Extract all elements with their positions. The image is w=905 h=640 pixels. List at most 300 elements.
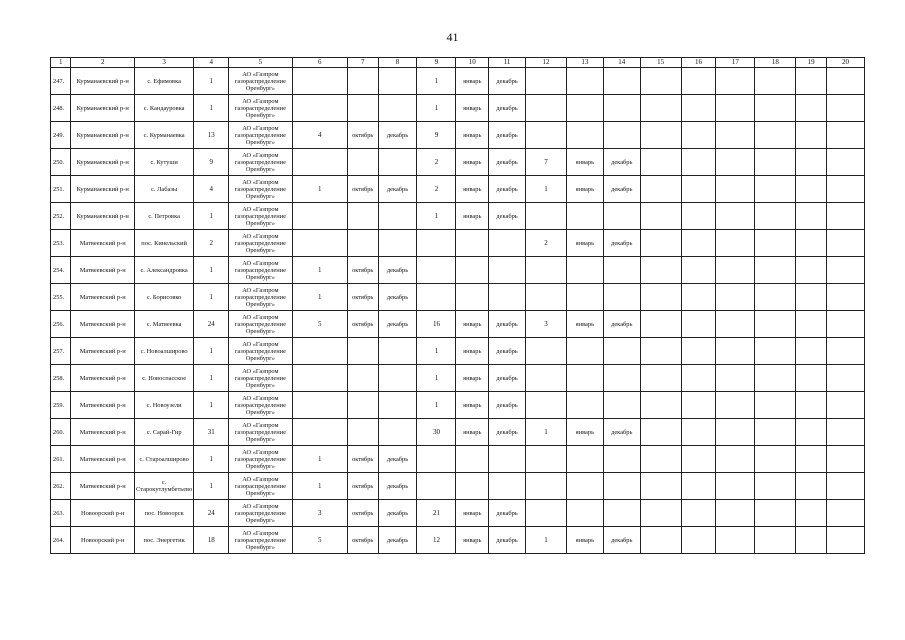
- cell-col-17: [716, 446, 755, 473]
- cell-settlement: пос. Энергетик: [134, 527, 193, 554]
- cell-col-16: [681, 419, 716, 446]
- table-row: [51, 392, 865, 419]
- cell-row-number: 248.: [51, 95, 71, 122]
- cell-settlement: с. Новоузели: [134, 392, 193, 419]
- cell-end-month-c: [603, 95, 640, 122]
- cell-start-month-b: [456, 257, 489, 284]
- cell-col-16: [681, 311, 716, 338]
- cell-count-c: [526, 473, 567, 500]
- cell-end-month-a: [378, 149, 417, 176]
- cell-start-month-b: январь: [456, 500, 489, 527]
- cell-col-18: [755, 527, 796, 554]
- cell-total-count: 1: [194, 446, 229, 473]
- cell-start-month-a: [347, 392, 378, 419]
- cell-end-month-a: [378, 338, 417, 365]
- cell-settlement: с. Борисовко: [134, 284, 193, 311]
- cell-start-month-a: [347, 230, 378, 257]
- cell-start-month-c: [566, 338, 603, 365]
- column-header-10: 10: [456, 58, 489, 68]
- cell-district: Курманаевский р-н: [71, 203, 134, 230]
- cell-settlement: с. Петровка: [134, 203, 193, 230]
- cell-start-month-c: [566, 500, 603, 527]
- cell-col-18: [755, 500, 796, 527]
- table-row: [51, 122, 865, 149]
- cell-col-18: [755, 68, 796, 95]
- column-header-14: 14: [603, 58, 640, 68]
- cell-start-month-b: январь: [456, 95, 489, 122]
- column-header-9: 9: [417, 58, 456, 68]
- cell-start-month-a: [347, 149, 378, 176]
- cell-total-count: 4: [194, 176, 229, 203]
- cell-start-month-a: [347, 365, 378, 392]
- cell-col-16: [681, 500, 716, 527]
- cell-count-b: 30: [417, 419, 456, 446]
- cell-start-month-b: январь: [456, 176, 489, 203]
- cell-col-18: [755, 176, 796, 203]
- cell-col-17: [716, 527, 755, 554]
- cell-end-month-a: [378, 68, 417, 95]
- cell-start-month-c: [566, 257, 603, 284]
- cell-col-18: [755, 365, 796, 392]
- column-header-1: 1: [51, 58, 71, 68]
- cell-count-a: 1: [292, 176, 347, 203]
- cell-col-17: [716, 311, 755, 338]
- cell-start-month-c: [566, 68, 603, 95]
- cell-row-number: 249.: [51, 122, 71, 149]
- cell-col-20: [827, 392, 865, 419]
- cell-col-19: [796, 257, 827, 284]
- cell-organization: АО «Газпром газораспределение Оренбург»: [229, 392, 292, 419]
- cell-count-c: [526, 338, 567, 365]
- cell-organization: АО «Газпром газораспределение Оренбург»: [229, 203, 292, 230]
- cell-col-15: [640, 176, 681, 203]
- cell-col-16: [681, 230, 716, 257]
- cell-count-c: [526, 257, 567, 284]
- cell-end-month-b: декабрь: [489, 500, 526, 527]
- cell-end-month-c: [603, 500, 640, 527]
- cell-col-16: [681, 203, 716, 230]
- cell-col-16: [681, 338, 716, 365]
- cell-col-20: [827, 500, 865, 527]
- cell-col-19: [796, 230, 827, 257]
- cell-col-17: [716, 500, 755, 527]
- cell-col-19: [796, 284, 827, 311]
- table-row: [51, 338, 865, 365]
- cell-end-month-b: декабрь: [489, 419, 526, 446]
- cell-col-15: [640, 446, 681, 473]
- cell-count-a: [292, 68, 347, 95]
- cell-count-a: [292, 419, 347, 446]
- cell-organization: АО «Газпром газораспределение Оренбург»: [229, 284, 292, 311]
- cell-col-18: [755, 149, 796, 176]
- cell-col-19: [796, 392, 827, 419]
- cell-count-b: 2: [417, 149, 456, 176]
- cell-col-17: [716, 365, 755, 392]
- cell-col-15: [640, 311, 681, 338]
- cell-district: Матвеевский р-н: [71, 338, 134, 365]
- cell-settlement: с. Матвеевка: [134, 311, 193, 338]
- cell-col-15: [640, 473, 681, 500]
- cell-total-count: 31: [194, 419, 229, 446]
- cell-start-month-c: [566, 446, 603, 473]
- cell-col-17: [716, 257, 755, 284]
- cell-district: Курманаевский р-н: [71, 149, 134, 176]
- cell-row-number: 259.: [51, 392, 71, 419]
- table-header-row: [51, 58, 865, 68]
- cell-start-month-b: январь: [456, 419, 489, 446]
- cell-organization: АО «Газпром газораспределение Оренбург»: [229, 527, 292, 554]
- cell-start-month-a: октябрь: [347, 284, 378, 311]
- cell-count-c: [526, 95, 567, 122]
- cell-col-15: [640, 257, 681, 284]
- column-header-17: 17: [716, 58, 755, 68]
- cell-col-19: [796, 419, 827, 446]
- cell-col-15: [640, 122, 681, 149]
- cell-col-15: [640, 95, 681, 122]
- cell-end-month-c: [603, 257, 640, 284]
- cell-col-20: [827, 311, 865, 338]
- cell-count-b: 21: [417, 500, 456, 527]
- table-row: [51, 230, 865, 257]
- cell-settlement: пос. Новоорск: [134, 500, 193, 527]
- cell-end-month-c: [603, 284, 640, 311]
- column-header-3: 3: [134, 58, 193, 68]
- cell-row-number: 253.: [51, 230, 71, 257]
- column-header-4: 4: [194, 58, 229, 68]
- cell-organization: АО «Газпром газораспределение Оренбург»: [229, 446, 292, 473]
- cell-row-number: 255.: [51, 284, 71, 311]
- cell-total-count: 1: [194, 284, 229, 311]
- cell-district: Курманаевский р-н: [71, 95, 134, 122]
- cell-end-month-c: декабрь: [603, 311, 640, 338]
- cell-count-a: 3: [292, 500, 347, 527]
- cell-count-b: 1: [417, 203, 456, 230]
- cell-col-20: [827, 176, 865, 203]
- column-header-20: 20: [827, 58, 865, 68]
- cell-district: Курманаевский р-н: [71, 68, 134, 95]
- cell-settlement: с. Курманаевка: [134, 122, 193, 149]
- cell-district: Матвеевский р-н: [71, 257, 134, 284]
- cell-settlement: с. Ефимовка: [134, 68, 193, 95]
- cell-col-18: [755, 311, 796, 338]
- cell-col-17: [716, 284, 755, 311]
- cell-col-19: [796, 311, 827, 338]
- cell-start-month-c: январь: [566, 149, 603, 176]
- cell-count-c: 1: [526, 419, 567, 446]
- cell-col-16: [681, 176, 716, 203]
- cell-start-month-c: [566, 95, 603, 122]
- cell-col-16: [681, 446, 716, 473]
- cell-row-number: 264.: [51, 527, 71, 554]
- cell-start-month-b: январь: [456, 68, 489, 95]
- cell-col-18: [755, 284, 796, 311]
- column-header-13: 13: [566, 58, 603, 68]
- cell-total-count: 1: [194, 392, 229, 419]
- cell-organization: АО «Газпром газораспределение Оренбург»: [229, 338, 292, 365]
- cell-count-a: [292, 338, 347, 365]
- cell-col-15: [640, 149, 681, 176]
- cell-organization: АО «Газпром газораспределение Оренбург»: [229, 473, 292, 500]
- cell-district: Матвеевский р-н: [71, 419, 134, 446]
- column-header-11: 11: [489, 58, 526, 68]
- cell-start-month-c: [566, 473, 603, 500]
- cell-col-15: [640, 500, 681, 527]
- cell-col-20: [827, 338, 865, 365]
- cell-start-month-a: октябрь: [347, 500, 378, 527]
- cell-district: Матвеевский р-н: [71, 284, 134, 311]
- cell-end-month-b: [489, 473, 526, 500]
- cell-count-b: 12: [417, 527, 456, 554]
- cell-count-a: 1: [292, 473, 347, 500]
- cell-settlement: с. Кутуши: [134, 149, 193, 176]
- cell-end-month-b: декабрь: [489, 122, 526, 149]
- cell-end-month-a: [378, 392, 417, 419]
- cell-col-19: [796, 149, 827, 176]
- cell-col-20: [827, 284, 865, 311]
- cell-start-month-b: январь: [456, 527, 489, 554]
- cell-settlement: с. Новоспасское: [134, 365, 193, 392]
- cell-row-number: 254.: [51, 257, 71, 284]
- cell-row-number: 247.: [51, 68, 71, 95]
- cell-end-month-a: [378, 95, 417, 122]
- cell-total-count: 1: [194, 338, 229, 365]
- cell-col-20: [827, 230, 865, 257]
- cell-start-month-b: январь: [456, 122, 489, 149]
- cell-col-18: [755, 419, 796, 446]
- cell-settlement: пос. Кинельский: [134, 230, 193, 257]
- table-row: [51, 203, 865, 230]
- cell-col-15: [640, 419, 681, 446]
- cell-end-month-a: [378, 365, 417, 392]
- cell-count-a: 1: [292, 284, 347, 311]
- cell-col-19: [796, 338, 827, 365]
- cell-count-c: 3: [526, 311, 567, 338]
- cell-end-month-a: декабрь: [378, 527, 417, 554]
- cell-end-month-a: декабрь: [378, 473, 417, 500]
- cell-end-month-c: декабрь: [603, 419, 640, 446]
- cell-organization: АО «Газпром газораспределение Оренбург»: [229, 95, 292, 122]
- cell-count-a: 4: [292, 122, 347, 149]
- cell-count-b: 1: [417, 68, 456, 95]
- cell-start-month-b: январь: [456, 392, 489, 419]
- cell-col-18: [755, 473, 796, 500]
- cell-col-20: [827, 68, 865, 95]
- cell-end-month-c: [603, 392, 640, 419]
- cell-district: Новоорский р-н: [71, 500, 134, 527]
- cell-end-month-a: [378, 203, 417, 230]
- cell-start-month-b: январь: [456, 203, 489, 230]
- cell-end-month-b: декабрь: [489, 68, 526, 95]
- table-row: [51, 68, 865, 95]
- cell-col-17: [716, 95, 755, 122]
- cell-count-b: [417, 230, 456, 257]
- cell-organization: АО «Газпром газораспределение Оренбург»: [229, 68, 292, 95]
- cell-start-month-b: январь: [456, 149, 489, 176]
- cell-settlement: с. Староалширово: [134, 446, 193, 473]
- cell-start-month-a: октябрь: [347, 122, 378, 149]
- cell-total-count: 1: [194, 473, 229, 500]
- cell-start-month-b: [456, 473, 489, 500]
- cell-total-count: 1: [194, 257, 229, 284]
- cell-count-c: [526, 203, 567, 230]
- cell-col-15: [640, 203, 681, 230]
- cell-row-number: 262.: [51, 473, 71, 500]
- cell-end-month-b: декабрь: [489, 392, 526, 419]
- cell-col-19: [796, 527, 827, 554]
- cell-end-month-a: декабрь: [378, 122, 417, 149]
- cell-organization: АО «Газпром газораспределение Оренбург»: [229, 122, 292, 149]
- cell-end-month-c: [603, 122, 640, 149]
- cell-start-month-a: [347, 68, 378, 95]
- cell-end-month-b: декабрь: [489, 311, 526, 338]
- table-row: [51, 284, 865, 311]
- cell-end-month-c: [603, 473, 640, 500]
- cell-count-c: [526, 68, 567, 95]
- cell-count-a: [292, 365, 347, 392]
- cell-col-19: [796, 68, 827, 95]
- cell-count-a: 1: [292, 446, 347, 473]
- cell-col-19: [796, 365, 827, 392]
- cell-count-a: [292, 149, 347, 176]
- cell-end-month-a: декабрь: [378, 257, 417, 284]
- cell-col-20: [827, 149, 865, 176]
- cell-col-17: [716, 122, 755, 149]
- cell-col-17: [716, 392, 755, 419]
- cell-col-15: [640, 230, 681, 257]
- cell-end-month-b: декабрь: [489, 527, 526, 554]
- cell-organization: АО «Газпром газораспределение Оренбург»: [229, 230, 292, 257]
- table-row: [51, 527, 865, 554]
- cell-district: Новоорский р-н: [71, 527, 134, 554]
- cell-end-month-a: декабрь: [378, 500, 417, 527]
- cell-organization: АО «Газпром газораспределение Оренбург»: [229, 365, 292, 392]
- cell-end-month-a: [378, 230, 417, 257]
- cell-col-16: [681, 473, 716, 500]
- cell-col-19: [796, 203, 827, 230]
- cell-col-18: [755, 95, 796, 122]
- cell-start-month-c: январь: [566, 527, 603, 554]
- cell-end-month-c: [603, 68, 640, 95]
- cell-col-17: [716, 176, 755, 203]
- column-header-19: 19: [796, 58, 827, 68]
- cell-total-count: 1: [194, 365, 229, 392]
- cell-col-17: [716, 68, 755, 95]
- cell-end-month-b: декабрь: [489, 95, 526, 122]
- table-row: [51, 95, 865, 122]
- cell-start-month-b: [456, 446, 489, 473]
- cell-count-c: [526, 446, 567, 473]
- table-row: [51, 257, 865, 284]
- cell-total-count: 24: [194, 500, 229, 527]
- cell-col-18: [755, 122, 796, 149]
- table-row: [51, 176, 865, 203]
- cell-organization: АО «Газпром газораспределение Оренбург»: [229, 257, 292, 284]
- table-row: [51, 419, 865, 446]
- cell-row-number: 263.: [51, 500, 71, 527]
- cell-row-number: 250.: [51, 149, 71, 176]
- cell-count-b: [417, 284, 456, 311]
- cell-district: Матвеевский р-н: [71, 365, 134, 392]
- cell-organization: АО «Газпром газораспределение Оренбург»: [229, 176, 292, 203]
- cell-col-19: [796, 446, 827, 473]
- cell-count-c: 1: [526, 527, 567, 554]
- cell-col-18: [755, 203, 796, 230]
- cell-row-number: 258.: [51, 365, 71, 392]
- cell-organization: АО «Газпром газораспределение Оренбург»: [229, 149, 292, 176]
- cell-start-month-a: [347, 203, 378, 230]
- cell-count-c: 2: [526, 230, 567, 257]
- cell-end-month-a: декабрь: [378, 311, 417, 338]
- cell-count-a: [292, 230, 347, 257]
- cell-district: Матвеевский р-н: [71, 230, 134, 257]
- cell-count-c: [526, 392, 567, 419]
- cell-col-17: [716, 230, 755, 257]
- cell-count-a: [292, 392, 347, 419]
- column-header-2: 2: [71, 58, 134, 68]
- cell-start-month-c: январь: [566, 230, 603, 257]
- cell-col-20: [827, 473, 865, 500]
- cell-row-number: 261.: [51, 446, 71, 473]
- cell-settlement: с. Александровка: [134, 257, 193, 284]
- cell-organization: АО «Газпром газораспределение Оренбург»: [229, 311, 292, 338]
- cell-count-b: 16: [417, 311, 456, 338]
- cell-total-count: 1: [194, 68, 229, 95]
- cell-count-b: 1: [417, 338, 456, 365]
- column-header-12: 12: [526, 58, 567, 68]
- cell-end-month-c: [603, 338, 640, 365]
- table-row: [51, 149, 865, 176]
- cell-start-month-a: [347, 338, 378, 365]
- column-header-7: 7: [347, 58, 378, 68]
- cell-start-month-b: [456, 230, 489, 257]
- cell-row-number: 251.: [51, 176, 71, 203]
- cell-start-month-a: октябрь: [347, 473, 378, 500]
- cell-col-20: [827, 95, 865, 122]
- page-number: 41: [446, 30, 459, 44]
- cell-start-month-b: январь: [456, 338, 489, 365]
- cell-settlement: с. Кандауровка: [134, 95, 193, 122]
- cell-count-c: [526, 284, 567, 311]
- cell-start-month-a: [347, 419, 378, 446]
- cell-count-b: 1: [417, 392, 456, 419]
- cell-col-18: [755, 257, 796, 284]
- table-row: [51, 311, 865, 338]
- cell-col-15: [640, 68, 681, 95]
- cell-count-c: [526, 365, 567, 392]
- cell-count-c: [526, 122, 567, 149]
- cell-end-month-c: декабрь: [603, 527, 640, 554]
- cell-start-month-a: [347, 95, 378, 122]
- cell-start-month-a: октябрь: [347, 527, 378, 554]
- column-header-16: 16: [681, 58, 716, 68]
- cell-settlement: с. Новоалширово: [134, 338, 193, 365]
- cell-start-month-b: [456, 284, 489, 311]
- cell-count-b: 2: [417, 176, 456, 203]
- cell-end-month-c: [603, 446, 640, 473]
- cell-start-month-c: [566, 284, 603, 311]
- cell-col-19: [796, 473, 827, 500]
- cell-count-b: [417, 473, 456, 500]
- cell-start-month-a: октябрь: [347, 311, 378, 338]
- cell-start-month-c: [566, 392, 603, 419]
- cell-col-18: [755, 338, 796, 365]
- cell-count-a: 5: [292, 527, 347, 554]
- cell-total-count: 13: [194, 122, 229, 149]
- cell-end-month-b: декабрь: [489, 149, 526, 176]
- cell-count-b: [417, 257, 456, 284]
- cell-count-c: 1: [526, 176, 567, 203]
- cell-count-a: 1: [292, 257, 347, 284]
